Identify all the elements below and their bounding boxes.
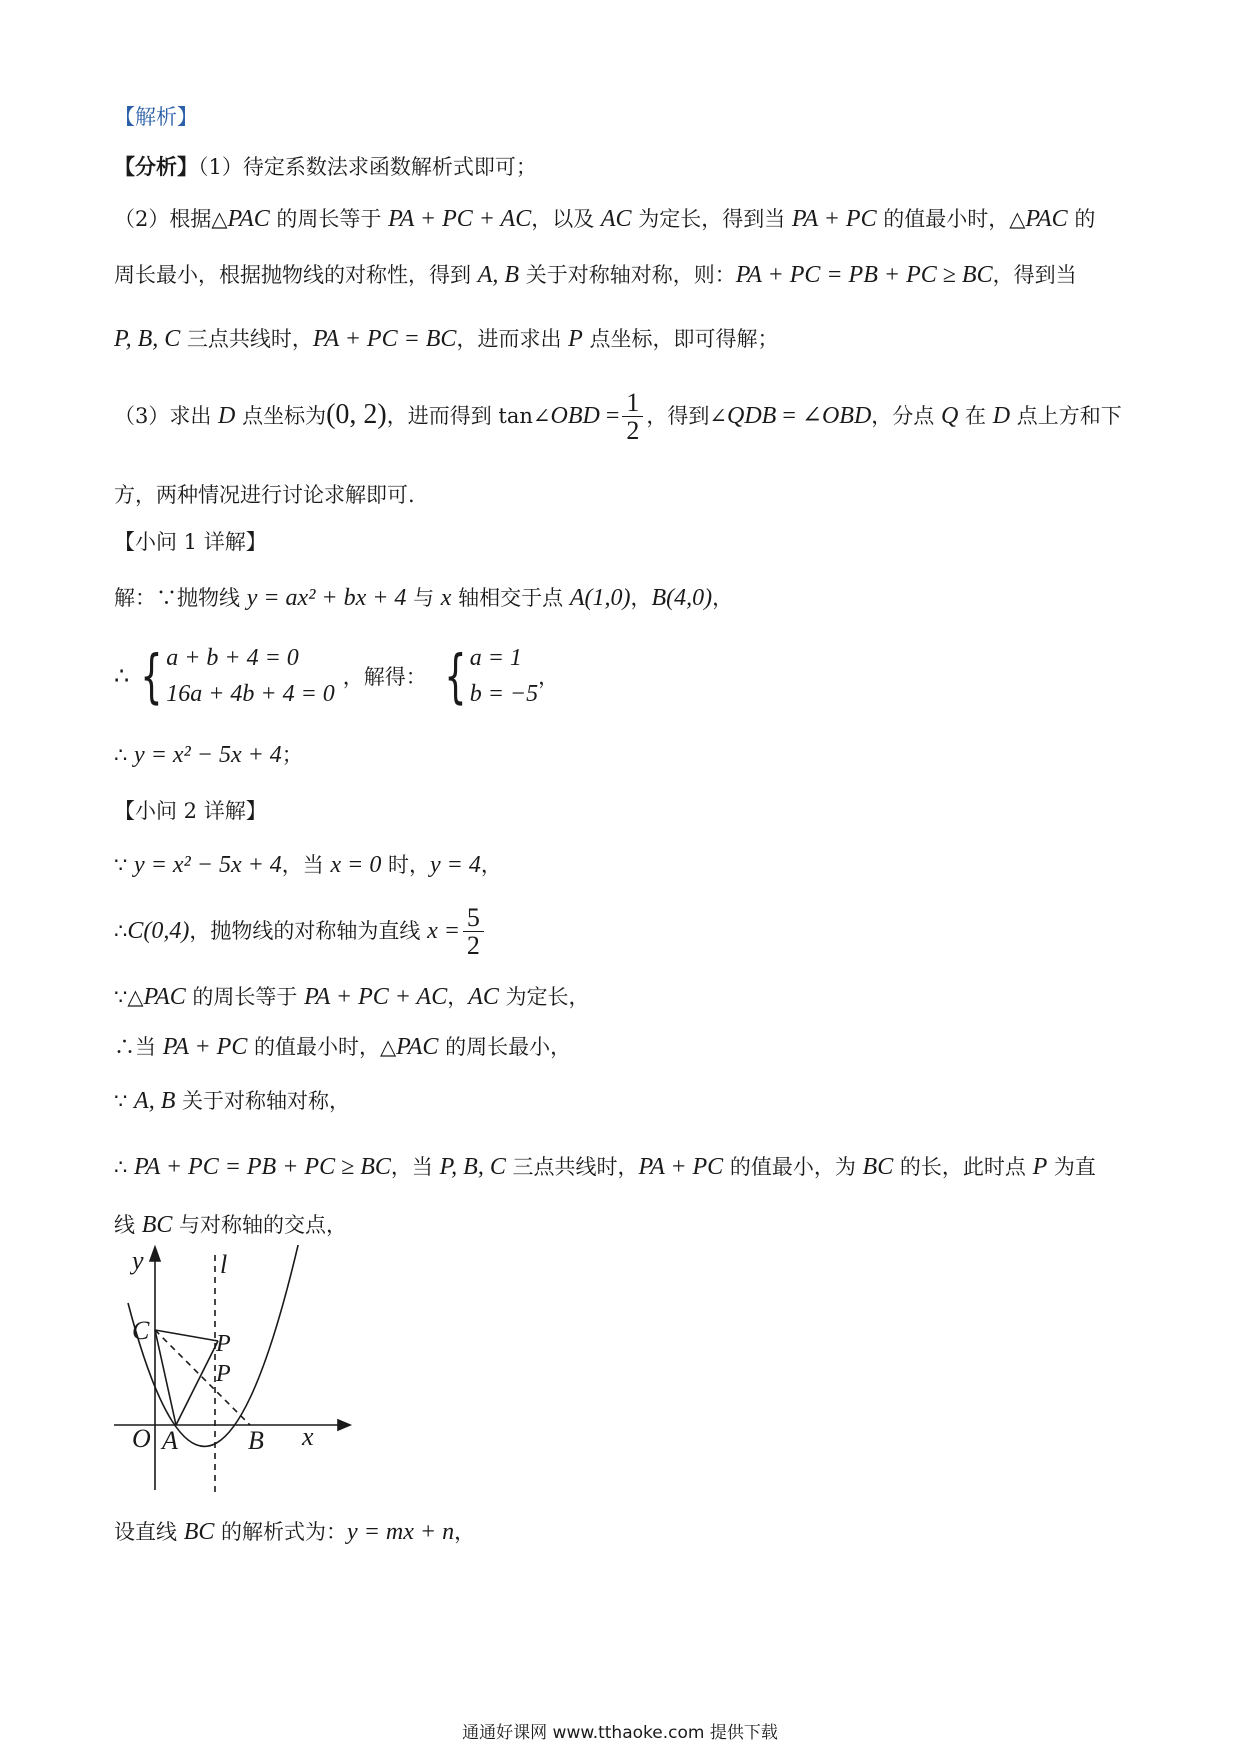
math: PAC: [227, 206, 270, 232]
segment-pa: [176, 1341, 218, 1425]
brace-icon: {: [140, 642, 163, 710]
equation: a = 1: [469, 645, 522, 671]
text: 与: [406, 586, 441, 610]
math: PA + PC + AC: [304, 984, 448, 1010]
q2-line-5: [114, 1086, 350, 1116]
equation: a + b + 4 = 0: [166, 645, 299, 671]
equation: 16a + 4b + 4 = 0: [166, 681, 335, 707]
math: x =: [427, 918, 460, 944]
analysis-line-3: [114, 260, 1077, 290]
text: 与对称轴的交点，: [172, 1213, 348, 1237]
text: ，: [538, 665, 560, 689]
text: ，: [454, 1520, 476, 1544]
text: 设直线: [114, 1520, 184, 1544]
math: PA + PC = PB + PC ≥ BC: [134, 1154, 391, 1180]
q1-system-line: [114, 640, 559, 712]
text: 的周长等于: [269, 207, 389, 231]
label-b: B: [248, 1426, 264, 1455]
text: ，当: [281, 853, 331, 877]
text: 关于对称轴对称，则：: [519, 263, 736, 287]
text: 的值最小时，△: [876, 207, 1026, 231]
text: 解：∵抛物线: [114, 586, 247, 610]
q2-line-4: [114, 1032, 571, 1062]
text: 三点共线时，: [180, 327, 313, 351]
math: BC: [862, 1154, 894, 1180]
math: PA + PC = BC: [312, 326, 457, 352]
text: （3）求出: [114, 404, 219, 428]
text: 在: [958, 404, 993, 428]
math: AC: [600, 206, 632, 232]
q2-line-2: [114, 905, 487, 960]
math: A, B: [477, 262, 520, 288]
text: 点坐标为: [235, 404, 327, 428]
math: D: [218, 403, 236, 429]
text: ，: [712, 586, 734, 610]
text: 的长，此时点: [893, 1155, 1033, 1179]
equation-system: [166, 640, 335, 712]
text: ∵△: [114, 985, 144, 1009]
math: OBD: [550, 403, 600, 429]
math: B(4,0): [651, 585, 713, 611]
text: 的值最小时，△: [247, 1035, 397, 1059]
label-c: C: [132, 1316, 150, 1345]
math: =: [599, 403, 620, 429]
text: 关于对称轴对称，: [175, 1089, 351, 1113]
math: y = ax² + bx + 4: [246, 585, 407, 611]
text: ，得到∠: [646, 404, 727, 428]
denominator: 2: [626, 416, 640, 445]
text: 线: [114, 1213, 142, 1237]
math: A(1,0): [569, 585, 631, 611]
math: P: [1032, 1154, 1048, 1180]
text: ∴: [114, 1155, 135, 1179]
text: ，进而求出: [456, 327, 569, 351]
section-title: 【解析】: [114, 105, 198, 129]
q2-line-1: [114, 850, 502, 880]
text: 周长最小，根据抛物线的对称性，得到: [114, 263, 478, 287]
text: 点坐标，即可得解；: [582, 327, 779, 351]
text: 的解析式为：: [214, 1520, 348, 1544]
q2-line-8: [114, 1517, 475, 1547]
q2-line-6: [114, 1152, 1096, 1182]
text: ∵: [114, 1089, 135, 1113]
parabola-figure: [100, 1245, 380, 1505]
math: AC: [468, 984, 499, 1010]
y-axis-arrow-icon: [150, 1247, 160, 1261]
text: 轴相交于点: [451, 586, 570, 610]
math: OBD: [821, 403, 872, 429]
math: P, B, C: [114, 326, 181, 352]
text: ∵: [114, 853, 135, 877]
math: y = x² − 5x + 4: [134, 742, 282, 768]
label-l: l: [220, 1250, 228, 1279]
denominator: 2: [466, 931, 480, 960]
label-o: O: [132, 1424, 151, 1453]
math: PAC: [396, 1034, 439, 1060]
text: ，: [447, 985, 469, 1009]
numerator: 1: [622, 390, 643, 417]
text: 点上方和下: [1010, 404, 1122, 428]
therefore-symbol: ∴: [114, 662, 130, 690]
text: 为直: [1047, 1155, 1096, 1179]
analysis-line-6: 方，两种情况进行讨论求解即可.: [114, 483, 415, 507]
fraction: [622, 390, 643, 445]
label-p2: P: [216, 1361, 231, 1387]
text: ，: [480, 853, 502, 877]
text: 为定长，: [498, 985, 590, 1009]
text: ，解得：: [342, 665, 427, 689]
text: 的周长最小，: [438, 1035, 572, 1059]
analysis-label: 【分析】: [114, 154, 198, 179]
math: PA + PC: [638, 1154, 724, 1180]
fraction: [463, 905, 484, 960]
analysis-line-1: [114, 152, 537, 182]
equation: b = −5: [469, 681, 539, 707]
footer-text: 通通好课网 www.tthaoke.com 提供下载: [462, 1723, 778, 1743]
math: C(0,4): [127, 918, 190, 944]
equation-system: [470, 640, 538, 712]
text: 时，: [381, 853, 431, 877]
math: y = 4: [430, 852, 481, 878]
q2-title: 【小问 2 详解】: [114, 799, 267, 823]
math: D: [992, 403, 1011, 429]
text: ，抛物线的对称轴为直线: [189, 919, 428, 943]
text: ∴: [114, 919, 128, 943]
x-axis-arrow-icon: [338, 1420, 350, 1430]
math: x: [440, 585, 452, 611]
math: QDB: [726, 403, 777, 429]
math: = ∠: [776, 403, 822, 429]
math: BC: [183, 1519, 215, 1545]
numerator: 5: [463, 905, 484, 932]
analysis-line-2: [114, 204, 1095, 234]
math: A, B: [134, 1088, 176, 1114]
math: PAC: [1025, 206, 1068, 232]
label-a: A: [162, 1426, 178, 1455]
q1-line-1: [114, 583, 733, 613]
brace-icon: {: [444, 642, 467, 710]
math: PA + PC: [791, 206, 877, 232]
text: ，当: [390, 1155, 440, 1179]
text: ，以及: [531, 207, 601, 231]
math: (0, 2): [326, 399, 387, 430]
label-x: x: [302, 1422, 314, 1451]
math: y = mx + n: [347, 1519, 455, 1545]
text: ，分点: [871, 404, 941, 428]
text: ∴: [114, 743, 135, 767]
text: ，进而得到 tan∠: [386, 404, 551, 428]
text: 的值最小，为: [723, 1155, 863, 1179]
analysis-line-4: [114, 324, 779, 354]
system-block: [114, 640, 559, 712]
text: 的: [1067, 207, 1096, 231]
math: PAC: [143, 984, 186, 1010]
math: BC: [141, 1212, 173, 1238]
q2-line-3: [114, 982, 590, 1012]
math: PA + PC = PB + PC ≥ BC: [735, 262, 993, 288]
text: （1）待定系数法求函数解析式即可；: [198, 155, 537, 179]
text: ，: [630, 586, 652, 610]
label-y: y: [132, 1246, 144, 1275]
segment-cb: [155, 1330, 250, 1425]
math: y = x² − 5x + 4: [134, 852, 282, 878]
q1-line-3: [114, 740, 303, 770]
math: PA + PC: [162, 1034, 248, 1060]
math: PA + PC + AC: [388, 206, 532, 232]
math: P, B, C: [439, 1154, 506, 1180]
text: 为定长，得到当: [631, 207, 792, 231]
math: Q: [940, 403, 959, 429]
label-p1: P: [216, 1331, 231, 1357]
text: ，得到当: [992, 263, 1077, 287]
text: （2）根据△: [114, 207, 228, 231]
analysis-line-5: [114, 390, 1122, 445]
math: P: [568, 326, 583, 352]
math: x = 0: [330, 852, 382, 878]
text: 的周长等于: [185, 985, 305, 1009]
text: ∴当: [114, 1035, 163, 1059]
q2-line-7: [114, 1210, 347, 1240]
text: 三点共线时，: [505, 1155, 639, 1179]
q1-title: 【小问 1 详解】: [114, 530, 267, 554]
text: ；: [281, 743, 303, 767]
